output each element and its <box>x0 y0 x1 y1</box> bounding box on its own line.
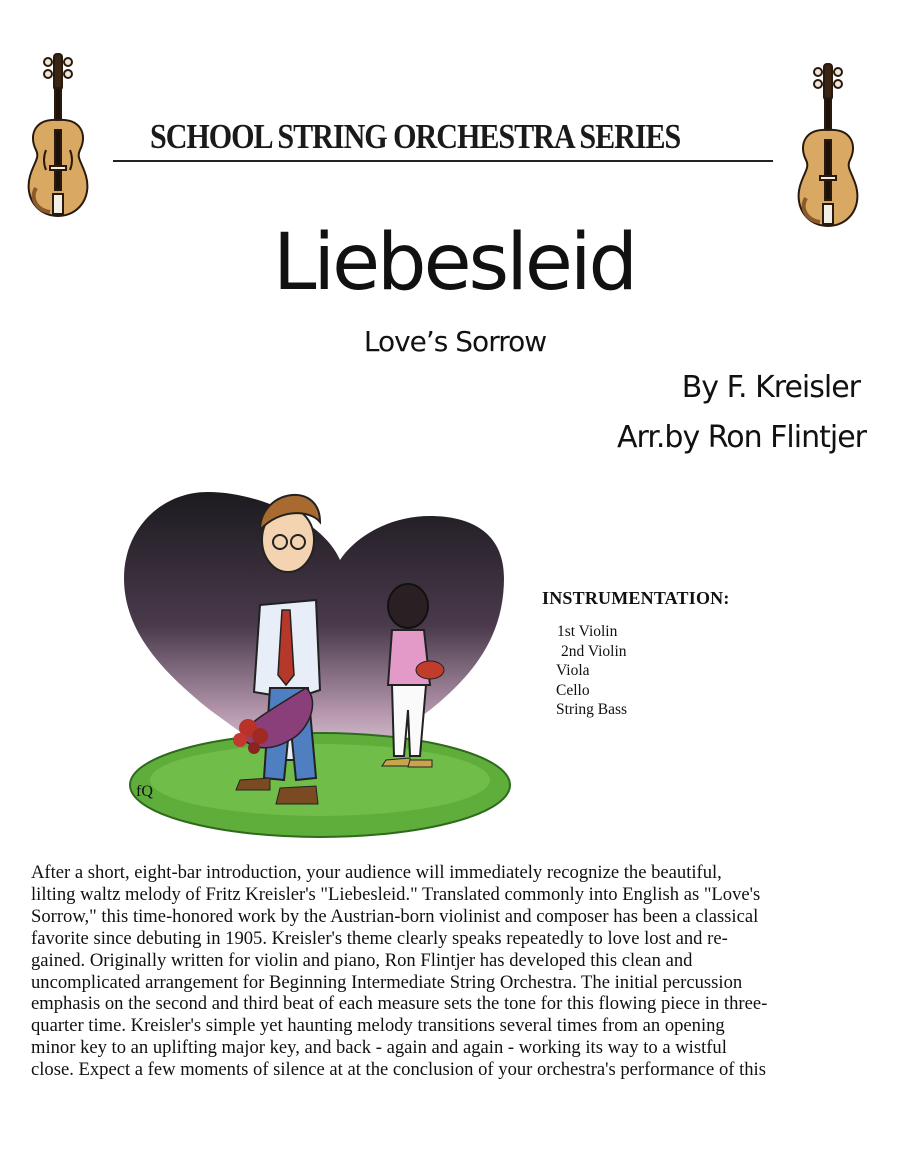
description-line: favorite since debuting in 1905. Kreisler's theme clearly speaks repeatedly to love lost and re- <box>31 927 728 949</box>
cover-illustration <box>120 460 520 845</box>
instrument-item: 1st Violin <box>557 623 618 640</box>
artist-signature: fQ <box>136 783 153 800</box>
instrument-item: 2nd Violin <box>561 642 627 660</box>
description-line: close. Expect a few moments of silence at at the conclusion of your orchestra's performance of this <box>31 1059 766 1081</box>
instrumentation-heading: INSTRUMENTATION: <box>542 588 730 608</box>
arranger-credit: Arr.by Ron Flintjer <box>616 420 866 455</box>
description-line: Sorrow," this time-honored work by the Austrian-born violinist and composer has been a classical <box>31 905 759 927</box>
violin-icon-right <box>792 58 864 230</box>
composer-credit: By F. Kreisler <box>681 370 860 405</box>
description-line: emphasis on the second and third beat of each measure sets the tone for this flowing piece in three- <box>31 993 768 1015</box>
instrument-item: Viola <box>556 662 590 680</box>
instrumentation-list <box>557 622 627 720</box>
series-title-underline <box>113 160 773 162</box>
description-line: uncomplicated arrangement for Beginning Intermediate String Orchestra. The initial percussion <box>31 971 743 993</box>
description-line: minor key to an uplifting major key, and back - again and again - working its way to a wistful <box>31 1037 727 1059</box>
description-line: After a short, eight-bar introduction, your audience will immediately recognize the beautiful, <box>31 862 722 883</box>
violin-icon-left <box>22 48 94 220</box>
series-title: SCHOOL STRING ORCHESTRA SERIES <box>150 117 681 156</box>
description-line: lilting waltz melody of Fritz Kreisler's "Liebesleid." Translated commonly into English as "Love's <box>31 883 761 905</box>
description-line: gained. Originally written for violin and piano, Ron Flintjer has developed this clean and <box>31 949 693 971</box>
piece-subtitle: Love’s Sorrow <box>363 325 547 358</box>
description-line: quarter time. Kreisler's simple yet haunting melody transitions several times from an opening <box>31 1015 725 1037</box>
instrument-item: String Bass <box>556 701 628 719</box>
piece-title: Liebesleid <box>272 218 636 308</box>
description-paragraph <box>31 862 876 1081</box>
instrument-item: Cello <box>556 681 590 699</box>
